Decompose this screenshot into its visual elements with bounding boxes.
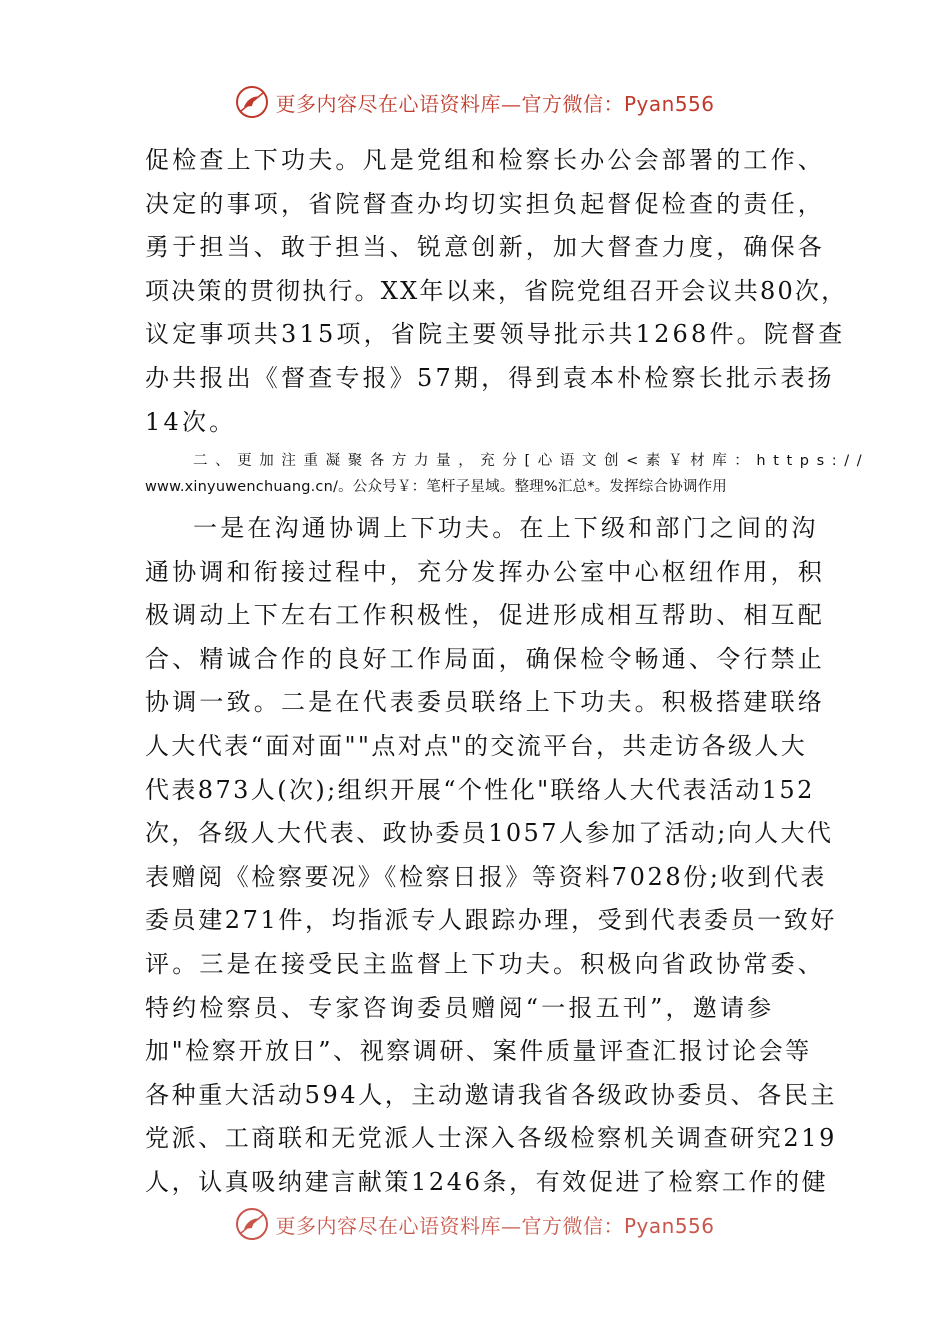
text-line: 办共报出《督查专报》57期，得到袁本朴检察长批示表扬 — [145, 363, 835, 392]
text-line: 极调动上下左右工作积极性，促进形成相互帮助、相互配 — [145, 601, 825, 630]
text-line: 党派、工商联和无党派人士深入各级检察机关调查研究219 — [145, 1124, 838, 1153]
text-line: 各种重大活动594人，主动邀请我省各级政协委员、各民主 — [145, 1080, 838, 1109]
text-line: 一是在沟通协调上下功夫。在上下级和部门之间的沟 — [193, 514, 819, 542]
text-line: 代表873人(次);组织开展“个性化"联络人大代表活动152 — [145, 775, 815, 804]
watermark-text: 更多内容尽在心语资料库—官方微信：Pyan556 — [275, 91, 715, 116]
section-heading-2 — [145, 448, 870, 500]
text-line: 通协调和衔接过程中，充分发挥办公室中心枢纽作用，积 — [145, 557, 825, 586]
swan-logo-icon — [235, 1207, 269, 1241]
paragraph-1 — [145, 139, 848, 444]
text-line: 表赠阅《检察要况》《检察日报》等资料7028份;收到代表 — [145, 862, 827, 891]
text-line: 促检查上下功夫。凡是党组和检察长办公会部署的工作、 — [145, 146, 825, 174]
text-line: 14次。 — [145, 407, 237, 436]
text-line: 勇于担当、敢于担当、锐意创新，加大督查力度，确保各 — [145, 233, 825, 262]
wechat-id: Pyan556 — [623, 91, 715, 116]
text-line: 合、精诚合作的良好工作局面，确保检令畅通、令行禁止 — [145, 644, 825, 673]
text-line: 议定事项共315项，省院主要领导批示共1268件。院督查 — [145, 320, 846, 349]
text-line: 人大代表“面对面""点对点"的交流平台，共走访各级人大 — [145, 731, 808, 760]
text-line: 评。三是在接受民主监督上下功夫。积极向省政协常委、 — [145, 949, 825, 978]
text-line: 委员建271件，均指派专人跟踪办理，受到代表委员一致好 — [145, 906, 838, 935]
heading-line: www.xinyuwenchuang.cn/。公众号￥：笔杆子星域。整理%汇总*。发挥综合协调作用 — [145, 479, 728, 495]
text-line: 人，认真吸纳建言献策1246条，有效促进了检察工作的健 — [145, 1167, 829, 1196]
text-line: 协调一致。二是在代表委员联络上下功夫。积极搭建联络 — [145, 688, 825, 717]
header-watermark — [0, 82, 950, 122]
text-line: 加"检察开放日”、视察调研、案件质量评查汇报讨论会等 — [145, 1037, 812, 1066]
watermark-text: 更多内容尽在心语资料库—官方微信：Pyan556 — [275, 1213, 715, 1238]
text-line: 决定的事项，省院督查办均切实担负起督促检查的责任， — [145, 189, 825, 218]
wechat-id: Pyan556 — [623, 1213, 715, 1238]
paragraph-3 — [145, 507, 838, 1205]
footer-watermark — [0, 1202, 950, 1242]
heading-line: 二、更加注重凝聚各方力量，充分[心语文创<素￥材库：https:// — [193, 453, 870, 469]
text-line: 特约检察员、专家咨询委员赠阅“一报五刊”，邀请参 — [145, 993, 775, 1022]
text-line: 项决策的贯彻执行。XX年以来，省院党组召开会议共80次， — [145, 276, 848, 305]
swan-logo-icon — [235, 85, 269, 119]
text-line: 次，各级人大代表、政协委员1057人参加了活动;向人大代 — [145, 819, 834, 848]
